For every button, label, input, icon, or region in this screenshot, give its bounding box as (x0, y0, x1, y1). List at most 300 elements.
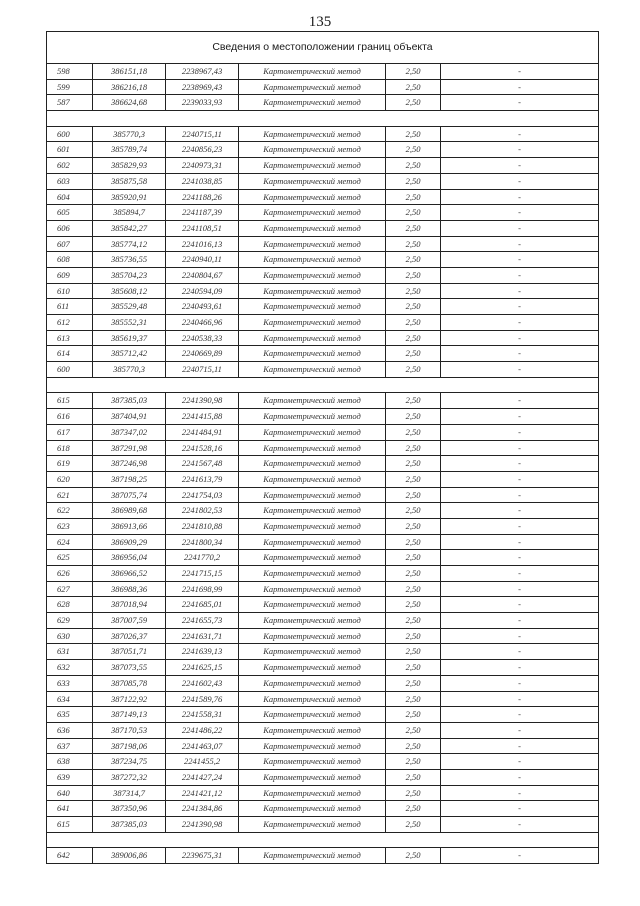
x-coordinate-cell: 385894,7 (93, 205, 166, 220)
point-number-cell: 638 (47, 754, 93, 769)
y-coordinate-cell: 2241390,98 (166, 817, 239, 832)
description-cell: - (518, 599, 521, 610)
y-coordinate-cell: 2241602,43 (166, 676, 239, 691)
method-cell: Картометрический метод (239, 676, 386, 691)
table-row (47, 205, 598, 221)
description-cell: - (518, 348, 521, 359)
point-number-cell: 631 (47, 644, 93, 659)
x-coordinate-cell: 387314,7 (93, 786, 166, 801)
method-cell: Картометрический метод (239, 692, 386, 707)
accuracy-cell: 2,50 (386, 362, 441, 377)
method-cell: Картометрический метод (239, 707, 386, 722)
accuracy-cell: 2,50 (386, 409, 441, 424)
point-number-cell: 606 (47, 221, 93, 236)
method-cell: Картометрический метод (239, 550, 386, 565)
method-cell: Картометрический метод (239, 441, 386, 456)
table-row (47, 299, 598, 315)
accuracy-cell: 2,50 (386, 425, 441, 440)
y-coordinate-cell: 2241800,34 (166, 535, 239, 550)
description-cell: - (518, 646, 521, 657)
description-cell: - (518, 568, 521, 578)
table-row (47, 550, 598, 566)
accuracy-cell: 2,50 (386, 237, 441, 252)
method-cell: Картометрический метод (239, 723, 386, 738)
point-number-cell: 613 (47, 331, 93, 346)
accuracy-cell: 2,50 (386, 660, 441, 675)
method-cell: Картометрический метод (239, 127, 386, 142)
method-cell: Картометрический метод (239, 488, 386, 503)
x-coordinate-cell: 387291,98 (93, 441, 166, 456)
point-number-cell: 627 (47, 582, 93, 597)
point-number-cell: 604 (47, 190, 93, 205)
table-row (47, 425, 598, 441)
x-coordinate-cell: 387085,78 (93, 676, 166, 691)
accuracy-cell: 2,50 (386, 566, 441, 581)
table-row (47, 629, 598, 645)
accuracy-cell: 2,50 (386, 801, 441, 816)
y-coordinate-cell: 2239675,31 (166, 848, 239, 863)
x-coordinate-cell: 385608,12 (93, 284, 166, 299)
accuracy-cell: 2,50 (386, 535, 441, 550)
method-cell: Картометрический метод (239, 362, 386, 377)
description-cell: - (518, 285, 521, 296)
table-row (47, 566, 598, 582)
accuracy-cell: 2,50 (386, 770, 441, 785)
table-row (47, 644, 598, 660)
x-coordinate-cell: 385770,3 (93, 362, 166, 377)
description-cell: - (518, 850, 521, 861)
point-number-cell: 620 (47, 472, 93, 487)
x-coordinate-cell: 385920,91 (93, 190, 166, 205)
y-coordinate-cell: 2241770,2 (166, 550, 239, 565)
x-coordinate-cell: 385712,42 (93, 346, 166, 361)
y-coordinate-cell: 2240715,11 (166, 362, 239, 377)
y-coordinate-cell: 2241589,76 (166, 692, 239, 707)
accuracy-cell: 2,50 (386, 190, 441, 205)
y-coordinate-cell: 2241613,79 (166, 472, 239, 487)
description-cell: - (518, 536, 521, 547)
table-row (47, 315, 598, 331)
y-coordinate-cell: 2241528,16 (166, 441, 239, 456)
accuracy-cell: 2,50 (386, 284, 441, 299)
method-cell: Картометрический метод (239, 64, 386, 79)
y-coordinate-cell: 2240973,31 (166, 158, 239, 173)
point-number-cell: 599 (47, 80, 93, 95)
y-coordinate-cell: 2241188,26 (166, 190, 239, 205)
point-number-cell: 602 (47, 158, 93, 173)
x-coordinate-cell: 387198,06 (93, 739, 166, 754)
x-coordinate-cell: 387018,94 (93, 597, 166, 612)
description-cell: - (518, 473, 521, 484)
table-row (47, 393, 598, 409)
table-row (47, 535, 598, 551)
description-cell: - (518, 207, 521, 218)
accuracy-cell: 2,50 (386, 268, 441, 283)
point-number-cell: 609 (47, 268, 93, 283)
method-cell: Картометрический метод (239, 754, 386, 769)
accuracy-cell: 2,50 (386, 472, 441, 487)
table-row (47, 64, 598, 80)
point-number-cell: 617 (47, 425, 93, 440)
point-number-cell: 623 (47, 519, 93, 534)
x-coordinate-cell: 385552,31 (93, 315, 166, 330)
description-cell: - (518, 160, 521, 171)
method-cell: Картометрический метод (239, 613, 386, 628)
method-cell: Картометрический метод (239, 629, 386, 644)
table-row (47, 488, 598, 504)
point-number-cell: 628 (47, 597, 93, 612)
method-cell: Картометрический метод (239, 660, 386, 675)
point-number-cell: 615 (47, 817, 93, 832)
table-row (47, 582, 598, 598)
method-cell: Картометрический метод (239, 770, 386, 785)
y-coordinate-cell: 2241038,85 (166, 174, 239, 189)
accuracy-cell: 2,50 (386, 629, 441, 644)
accuracy-cell: 2,50 (386, 221, 441, 236)
y-coordinate-cell: 2241685,01 (166, 597, 239, 612)
table-row (47, 848, 598, 864)
point-number-cell: 601 (47, 142, 93, 157)
x-coordinate-cell: 387122,92 (93, 692, 166, 707)
x-coordinate-cell: 386151,18 (93, 64, 166, 79)
y-coordinate-cell: 2241754,03 (166, 488, 239, 503)
x-coordinate-cell: 385774,12 (93, 237, 166, 252)
method-cell: Картометрический метод (239, 315, 386, 330)
description-cell: - (518, 756, 521, 767)
accuracy-cell: 2,50 (386, 786, 441, 801)
y-coordinate-cell: 2241484,91 (166, 425, 239, 440)
method-cell: Картометрический метод (239, 644, 386, 659)
method-cell: Картометрический метод (239, 346, 386, 361)
x-coordinate-cell: 387075,74 (93, 488, 166, 503)
description-cell: - (518, 411, 521, 422)
description-cell: - (518, 301, 521, 312)
description-cell: - (518, 803, 521, 814)
description-cell: - (518, 677, 521, 688)
y-coordinate-cell: 2241802,53 (166, 503, 239, 518)
accuracy-cell: 2,50 (386, 613, 441, 628)
description-cell: - (518, 709, 521, 720)
table-row (47, 80, 598, 96)
table-row (47, 252, 598, 268)
y-coordinate-cell: 2241486,22 (166, 723, 239, 738)
method-cell: Картометрический метод (239, 503, 386, 518)
description-cell: - (518, 615, 521, 626)
method-cell: Картометрический метод (239, 268, 386, 283)
accuracy-cell: 2,50 (386, 550, 441, 565)
method-cell: Картометрический метод (239, 252, 386, 267)
method-cell: Картометрический метод (239, 456, 386, 471)
x-coordinate-cell: 387026,37 (93, 629, 166, 644)
method-cell: Картометрический метод (239, 848, 386, 863)
x-coordinate-cell: 387234,75 (93, 754, 166, 769)
description-cell: - (518, 771, 521, 782)
description-cell: - (518, 364, 521, 375)
point-number-cell: 607 (47, 237, 93, 252)
description-cell: - (518, 552, 521, 563)
table-separator-row (47, 111, 598, 127)
description-cell: - (518, 505, 521, 516)
y-coordinate-cell: 2238967,43 (166, 64, 239, 79)
x-coordinate-cell: 389006,86 (93, 848, 166, 863)
accuracy-cell: 2,50 (386, 158, 441, 173)
description-cell: - (518, 520, 521, 531)
table-row (47, 817, 598, 833)
table-row (47, 284, 598, 300)
accuracy-cell: 2,50 (386, 64, 441, 79)
description-cell: - (518, 81, 521, 92)
method-cell: Картометрический метод (239, 190, 386, 205)
accuracy-cell: 2,50 (386, 299, 441, 314)
description-cell: - (518, 630, 521, 641)
method-cell: Картометрический метод (239, 582, 386, 597)
table-title: Сведения о местоположении границ объекта (47, 32, 598, 64)
table-row (47, 503, 598, 519)
accuracy-cell: 2,50 (386, 127, 441, 142)
y-coordinate-cell: 2241187,39 (166, 205, 239, 220)
x-coordinate-cell: 386216,18 (93, 80, 166, 95)
point-number-cell: 605 (47, 205, 93, 220)
y-coordinate-cell: 2241427,24 (166, 770, 239, 785)
table-row (47, 362, 598, 378)
point-number-cell: 614 (47, 346, 93, 361)
description-cell: - (518, 583, 521, 594)
x-coordinate-cell: 386624,68 (93, 95, 166, 110)
table-row (47, 770, 598, 786)
x-coordinate-cell: 385770,3 (93, 127, 166, 142)
y-coordinate-cell: 2240538,33 (166, 331, 239, 346)
x-coordinate-cell: 385619,37 (93, 331, 166, 346)
accuracy-cell: 2,50 (386, 393, 441, 408)
y-coordinate-cell: 2240669,89 (166, 346, 239, 361)
y-coordinate-cell: 2241698,99 (166, 582, 239, 597)
table-separator-row (47, 833, 598, 849)
y-coordinate-cell: 2240804,67 (166, 268, 239, 283)
x-coordinate-cell: 387007,59 (93, 613, 166, 628)
y-coordinate-cell: 2241655,73 (166, 613, 239, 628)
method-cell: Картометрический метод (239, 174, 386, 189)
description-cell: - (518, 787, 521, 798)
point-number-cell: 640 (47, 786, 93, 801)
description-cell: - (518, 191, 521, 202)
point-number-cell: 600 (47, 127, 93, 142)
y-coordinate-cell: 2240466,96 (166, 315, 239, 330)
y-coordinate-cell: 2240856,23 (166, 142, 239, 157)
point-number-cell: 624 (47, 535, 93, 550)
table-row (47, 739, 598, 755)
method-cell: Картометрический метод (239, 472, 386, 487)
y-coordinate-cell: 2241108,51 (166, 221, 239, 236)
method-cell: Картометрический метод (239, 158, 386, 173)
accuracy-cell: 2,50 (386, 754, 441, 769)
accuracy-cell: 2,50 (386, 692, 441, 707)
accuracy-cell: 2,50 (386, 739, 441, 754)
table-row (47, 676, 598, 692)
method-cell: Картометрический метод (239, 535, 386, 550)
point-number-cell: 633 (47, 676, 93, 691)
accuracy-cell: 2,50 (386, 503, 441, 518)
table-row (47, 409, 598, 425)
y-coordinate-cell: 2241631,71 (166, 629, 239, 644)
y-coordinate-cell: 2240940,11 (166, 252, 239, 267)
method-cell: Картометрический метод (239, 739, 386, 754)
point-number-cell: 619 (47, 456, 93, 471)
description-cell: - (518, 128, 521, 139)
point-number-cell: 612 (47, 315, 93, 330)
method-cell: Картометрический метод (239, 786, 386, 801)
x-coordinate-cell: 387385,03 (93, 817, 166, 832)
accuracy-cell: 2,50 (386, 142, 441, 157)
table-row (47, 174, 598, 190)
method-cell: Картометрический метод (239, 142, 386, 157)
description-cell: - (518, 426, 521, 437)
accuracy-cell: 2,50 (386, 644, 441, 659)
point-number-cell: 636 (47, 723, 93, 738)
x-coordinate-cell: 387149,13 (93, 707, 166, 722)
table-row (47, 519, 598, 535)
x-coordinate-cell: 385829,93 (93, 158, 166, 173)
x-coordinate-cell: 387404,91 (93, 409, 166, 424)
table-row (47, 723, 598, 739)
table-row (47, 786, 598, 802)
description-cell: - (518, 66, 521, 76)
y-coordinate-cell: 2241639,13 (166, 644, 239, 659)
point-number-cell: 622 (47, 503, 93, 518)
x-coordinate-cell: 387073,55 (93, 660, 166, 675)
accuracy-cell: 2,50 (386, 707, 441, 722)
point-number-cell: 629 (47, 613, 93, 628)
x-coordinate-cell: 386956,04 (93, 550, 166, 565)
table-row (47, 441, 598, 457)
point-number-cell: 608 (47, 252, 93, 267)
description-cell: - (518, 458, 521, 469)
description-cell: - (518, 819, 521, 829)
method-cell: Картометрический метод (239, 409, 386, 424)
table-row (47, 754, 598, 770)
y-coordinate-cell: 2241625,15 (166, 660, 239, 675)
point-number-cell: 603 (47, 174, 93, 189)
accuracy-cell: 2,50 (386, 456, 441, 471)
y-coordinate-cell: 2241455,2 (166, 754, 239, 769)
method-cell: Картометрический метод (239, 284, 386, 299)
table-row (47, 268, 598, 284)
y-coordinate-cell: 2241463,07 (166, 739, 239, 754)
x-coordinate-cell: 387170,53 (93, 723, 166, 738)
description-cell: - (518, 254, 521, 265)
x-coordinate-cell: 386988,36 (93, 582, 166, 597)
y-coordinate-cell: 2240715,11 (166, 127, 239, 142)
table-separator-row (47, 378, 598, 394)
y-coordinate-cell: 2241715,15 (166, 566, 239, 581)
accuracy-cell: 2,50 (386, 315, 441, 330)
description-cell: - (518, 222, 521, 233)
accuracy-cell: 2,50 (386, 597, 441, 612)
point-number-cell: 610 (47, 284, 93, 299)
y-coordinate-cell: 2241415,88 (166, 409, 239, 424)
description-cell: - (518, 238, 521, 249)
y-coordinate-cell: 2241384,86 (166, 801, 239, 816)
accuracy-cell: 2,50 (386, 488, 441, 503)
table-row (47, 127, 598, 143)
point-number-cell: 641 (47, 801, 93, 816)
point-number-cell: 626 (47, 566, 93, 581)
accuracy-cell: 2,50 (386, 205, 441, 220)
method-cell: Картометрический метод (239, 425, 386, 440)
x-coordinate-cell: 387246,98 (93, 456, 166, 471)
point-number-cell: 630 (47, 629, 93, 644)
point-number-cell: 635 (47, 707, 93, 722)
x-coordinate-cell: 387385,03 (93, 393, 166, 408)
accuracy-cell: 2,50 (386, 676, 441, 691)
accuracy-cell: 2,50 (386, 346, 441, 361)
point-number-cell: 639 (47, 770, 93, 785)
accuracy-cell: 2,50 (386, 519, 441, 534)
point-number-cell: 618 (47, 441, 93, 456)
point-number-cell: 615 (47, 393, 93, 408)
method-cell: Картометрический метод (239, 801, 386, 816)
x-coordinate-cell: 386913,66 (93, 519, 166, 534)
point-number-cell: 600 (47, 362, 93, 377)
description-cell: - (518, 332, 521, 343)
description-cell: - (518, 317, 521, 327)
description-cell: - (518, 693, 521, 704)
table-row (47, 158, 598, 174)
accuracy-cell: 2,50 (386, 252, 441, 267)
method-cell: Картометрический метод (239, 80, 386, 95)
x-coordinate-cell: 385875,58 (93, 174, 166, 189)
y-coordinate-cell: 2241567,48 (166, 456, 239, 471)
y-coordinate-cell: 2241390,98 (166, 393, 239, 408)
method-cell: Картометрический метод (239, 221, 386, 236)
method-cell: Картометрический метод (239, 237, 386, 252)
table-row (47, 456, 598, 472)
method-cell: Картометрический метод (239, 566, 386, 581)
x-coordinate-cell: 386966,52 (93, 566, 166, 581)
accuracy-cell: 2,50 (386, 95, 441, 110)
x-coordinate-cell: 387051,71 (93, 644, 166, 659)
table-row (47, 221, 598, 237)
description-cell: - (518, 97, 521, 108)
accuracy-cell: 2,50 (386, 582, 441, 597)
method-cell: Картометрический метод (239, 299, 386, 314)
description-cell: - (518, 144, 521, 155)
description-cell: - (518, 442, 521, 453)
point-number-cell: 598 (47, 64, 93, 79)
method-cell: Картометрический метод (239, 205, 386, 220)
y-coordinate-cell: 2241421,12 (166, 786, 239, 801)
method-cell: Картометрический метод (239, 393, 386, 408)
point-number-cell: 587 (47, 95, 93, 110)
description-cell: - (518, 489, 521, 500)
point-number-cell: 611 (47, 299, 93, 314)
table-row (47, 142, 598, 158)
accuracy-cell: 2,50 (386, 331, 441, 346)
x-coordinate-cell: 387347,02 (93, 425, 166, 440)
table-row (47, 472, 598, 488)
y-coordinate-cell: 2240493,61 (166, 299, 239, 314)
description-cell: - (518, 740, 521, 751)
x-coordinate-cell: 385529,48 (93, 299, 166, 314)
table-row (47, 331, 598, 347)
description-cell: - (518, 269, 521, 280)
boundary-coordinates-table (46, 31, 599, 864)
y-coordinate-cell: 2241558,31 (166, 707, 239, 722)
x-coordinate-cell: 386989,68 (93, 503, 166, 518)
description-cell: - (518, 395, 521, 406)
point-number-cell: 634 (47, 692, 93, 707)
method-cell: Картометрический метод (239, 331, 386, 346)
description-cell: - (518, 724, 521, 735)
